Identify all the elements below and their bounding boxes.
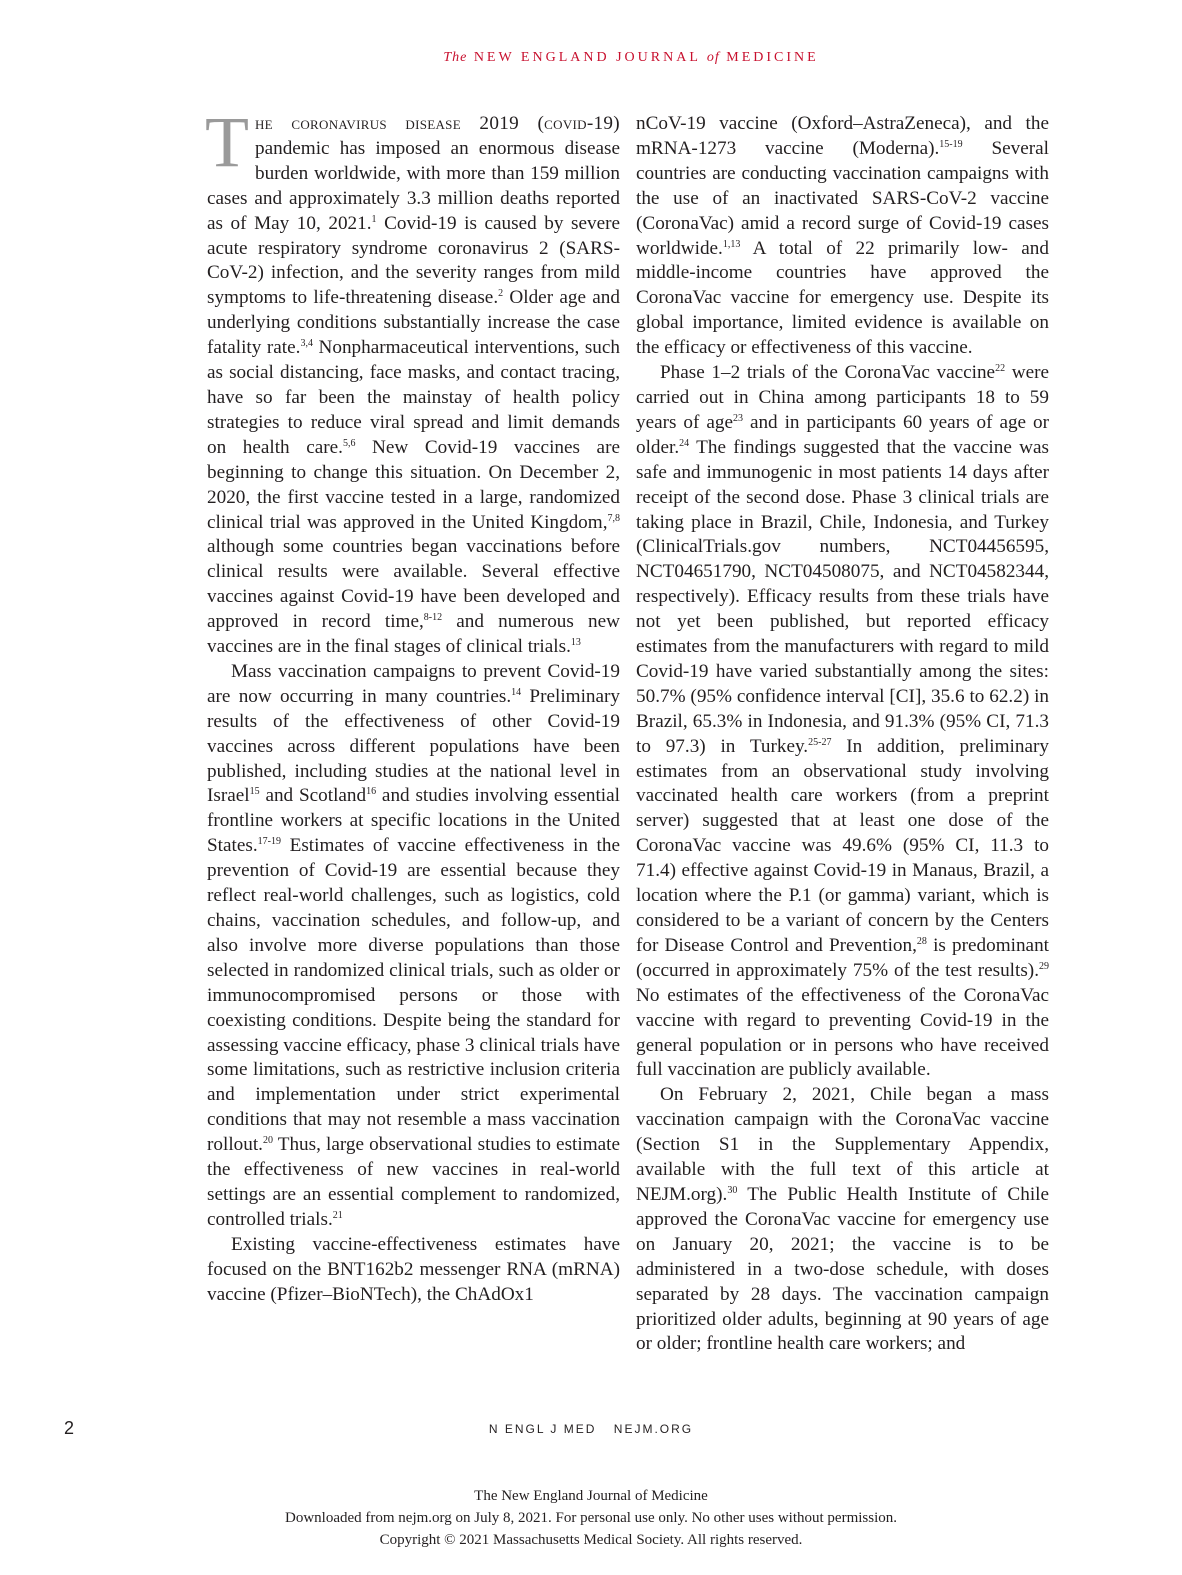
- text-run: Preliminary results of the effectiveness of other Covid-19 vaccines across different populations have been published, including studies at the national level in Israel: [207, 685, 621, 807]
- citation: 3,4: [300, 338, 313, 350]
- citation: 8-12: [423, 612, 443, 624]
- paragraph: [205, 102, 620, 660]
- text-run: The Public Health Institute of Chile approved the CoronaVac vaccine for emergency use on January 20, 2021; the vaccine is to be administered in a two-dose schedule, with doses separated by 28 days. The vaccination campaign prioritized older adults, beginning at 90 years of age or older; frontline health care workers; and: [636, 1183, 1049, 1355]
- citation: 5,6: [342, 437, 356, 449]
- text-run: On February 2, 2021, Chile began a mass vaccination campaign with the CoronaVac vaccine (Section S1 in the Supplementary Appendix, available with the full text of this article at NEJM.org).: [636, 1084, 1049, 1205]
- citation: 22: [995, 363, 1006, 375]
- text-run: and numerous new vaccines are in the final stages of clinical trials.: [207, 611, 620, 658]
- citation: 15: [249, 786, 260, 798]
- running-head-medicine: MEDICINE: [726, 50, 819, 65]
- text-run: Phase 1–2 trials of the CoronaVac vaccine: [660, 362, 996, 384]
- paragraph: [207, 1233, 620, 1308]
- citation: 14: [511, 686, 522, 698]
- running-head-journal: NEW ENGLAND JOURNAL: [473, 50, 701, 65]
- download-notice-copyright: Copyright © 2021 Massachusetts Medical Society. All rights reserved.: [379, 1532, 803, 1548]
- text-run: Covid-19 is caused by severe acute respiratory syndrome coronavirus 2 (SARS-CoV-2) infection, and the severity ranges from mild symptoms to life-threatening disease.: [207, 212, 620, 309]
- text-run: Several countries are conducting vaccination campaigns with the use of an inactivated SARS-CoV-2 vaccine (CoronaVac) amid a record surge of Covid-19 cases worldwide.: [636, 137, 1049, 259]
- text-run: Mass vaccination campaigns to prevent Covid-19 are now occurring in many countries.: [207, 660, 620, 707]
- paragraph: [207, 660, 620, 1233]
- text-run: is predominant (occurred in approximately 75% of the test results).: [636, 934, 1049, 981]
- paragraph: [636, 112, 1049, 361]
- text-run: and Scotland: [259, 785, 367, 807]
- text-run: Estimates of vaccine effectiveness in the prevention of Covid-19 are essential because they reflect real-world challenges, such as logistics, cold chains, vaccination schedules, and follow-up, and also involve more diverse populations than those selected in randomized clinical trials, such as older or immunocompromised persons or those with coexisting conditions. Despite being the standard for assessing vaccine efficacy, phase 3 clinical trials have some limitations, such as restrictive inclusion criteria and implementation under strict experimental conditions that may not resemble a mass vaccination rollout.: [207, 835, 620, 1156]
- citation: 15-19: [939, 138, 963, 150]
- running-head-the: The: [443, 50, 468, 65]
- citation: 25-27: [808, 736, 832, 748]
- citation: 21: [332, 1209, 343, 1221]
- paragraph: [636, 361, 1049, 1083]
- citation: 13: [570, 637, 581, 649]
- footer-journal-line: [0, 1422, 1182, 1436]
- paragraph: [636, 1083, 1049, 1357]
- left-column: [205, 102, 621, 1308]
- text-run: and in participants 60 years of age or older.: [636, 411, 1050, 458]
- text-run: although some countries began vaccinations before clinical results were available. Several effective vaccines against Covid-19 have been developed and approved in record time,: [207, 536, 620, 633]
- citation: 1: [371, 213, 377, 225]
- citation: 20: [262, 1135, 273, 1147]
- text-run: New Covid-19 vaccines are beginning to change this situation. On December 2, 2020, the first vaccine tested in a large, randomized clinical trial was approved in the United Kingdom,: [207, 436, 620, 533]
- download-notice: [0, 1485, 1182, 1551]
- page-number: 2: [64, 1418, 75, 1438]
- journal-abbreviation: N ENGL J MED: [488, 1422, 597, 1436]
- citation: 17-19: [257, 836, 281, 848]
- journal-site: NEJM.ORG: [613, 1422, 694, 1436]
- text-run: The findings suggested that the vaccine was safe and immunogenic in most patients 14 days after receipt of the second dose. Phase 3 clinical trials are taking place in Brazil, Chile, Indonesia, and Turkey (ClinicalTrials.gov numbers, NCT04456595, NCT04651790, NCT04508075, and NCT04582344, respectively). Efficacy results from these trials have not yet been published, but reported efficacy estimates from the manufacturers with regard to mild Covid-19 have varied substantially among the sites: 50.7% (95% confidence interval [CI], 35.6 to 62.2) in Brazil, 65.3% in Indonesia, and 91.3% (95% CI, 71.3 to 97.3) in Turkey.: [636, 436, 1049, 757]
- text-run: In addition, preliminary estimates from an observational study involving vaccinated health care workers (from a preprint server) suggested that at least one dose of the CoronaVac vaccine was 49.6% (95% CI, 11.3 to 71.4) effective against Covid-19 in Manaus, Brazil, a location where the P.1 (or gamma) variant, which is considered to be a variant of concern by the Centers for Disease Control and Prevention,: [636, 735, 1049, 956]
- text-run: Older age and underlying conditions substantially increase the case fatality rate.: [207, 287, 620, 359]
- drop-cap: T: [205, 102, 249, 182]
- text-run: No estimates of the effectiveness of the CoronaVac vaccine with regard to preventing Covid-19 in the general population or in persons who have received full vaccination are publicly available.: [636, 984, 1049, 1081]
- running-head: [40, 50, 1182, 66]
- download-notice-terms: Downloaded from nejm.org on July 8, 2021. For personal use only. No other uses without permission.: [284, 1510, 898, 1526]
- citation: 24: [679, 437, 690, 449]
- running-head-of: of: [706, 50, 720, 65]
- text-run: Nonpharmaceutical interventions, such as social distancing, face masks, and contact tracing, have so far been the mainstay of health policy strategies to reduce viral spread and limit demands on health care.: [207, 337, 620, 458]
- text-run: pandemic has imposed an enormous disease burden worldwide, with more than 159 million cases and approximately 3.3 million deaths reported as of May 10, 2021.: [207, 137, 620, 234]
- text-run: A total of 22 primarily low- and middle-income countries have approved the CoronaVac vaccine for emergency use. Despite its global importance, limited evidence is available on the efficacy or effectiveness of this vaccine.: [636, 237, 1049, 359]
- citation: 29: [1039, 960, 1049, 972]
- citation: 16: [366, 786, 377, 798]
- download-notice-title: The New England Journal of Medicine: [474, 1488, 708, 1504]
- citation: 7,8: [607, 512, 620, 524]
- text-run: were carried out in China among participants 18 to 59 years of age: [636, 362, 1050, 433]
- right-column: [636, 112, 1049, 1357]
- text-run: Thus, large observational studies to estimate the effectiveness of new vaccines in real-world settings are an essential complement to randomized, controlled trials.: [207, 1134, 620, 1230]
- citation: 23: [733, 412, 743, 424]
- lead-in: he coronavirus disease 2019 (covid-19): [254, 113, 620, 134]
- citation: 2: [498, 288, 504, 300]
- citation: 1,13: [722, 238, 741, 250]
- text-run: Existing vaccine-effectiveness estimates have focused on the BNT162b2 messenger RNA (mRNA) vaccine (Pfizer–BioNTech), the ChAdOx1: [207, 1233, 620, 1305]
- citation: 28: [916, 935, 927, 947]
- citation: 30: [727, 1184, 738, 1196]
- text-run: and studies involving essential frontline workers at specific locations in the United States.: [207, 785, 620, 857]
- text-run: nCoV-19 vaccine (Oxford–AstraZeneca), and the mRNA-1273 vaccine (Moderna).: [636, 113, 1049, 159]
